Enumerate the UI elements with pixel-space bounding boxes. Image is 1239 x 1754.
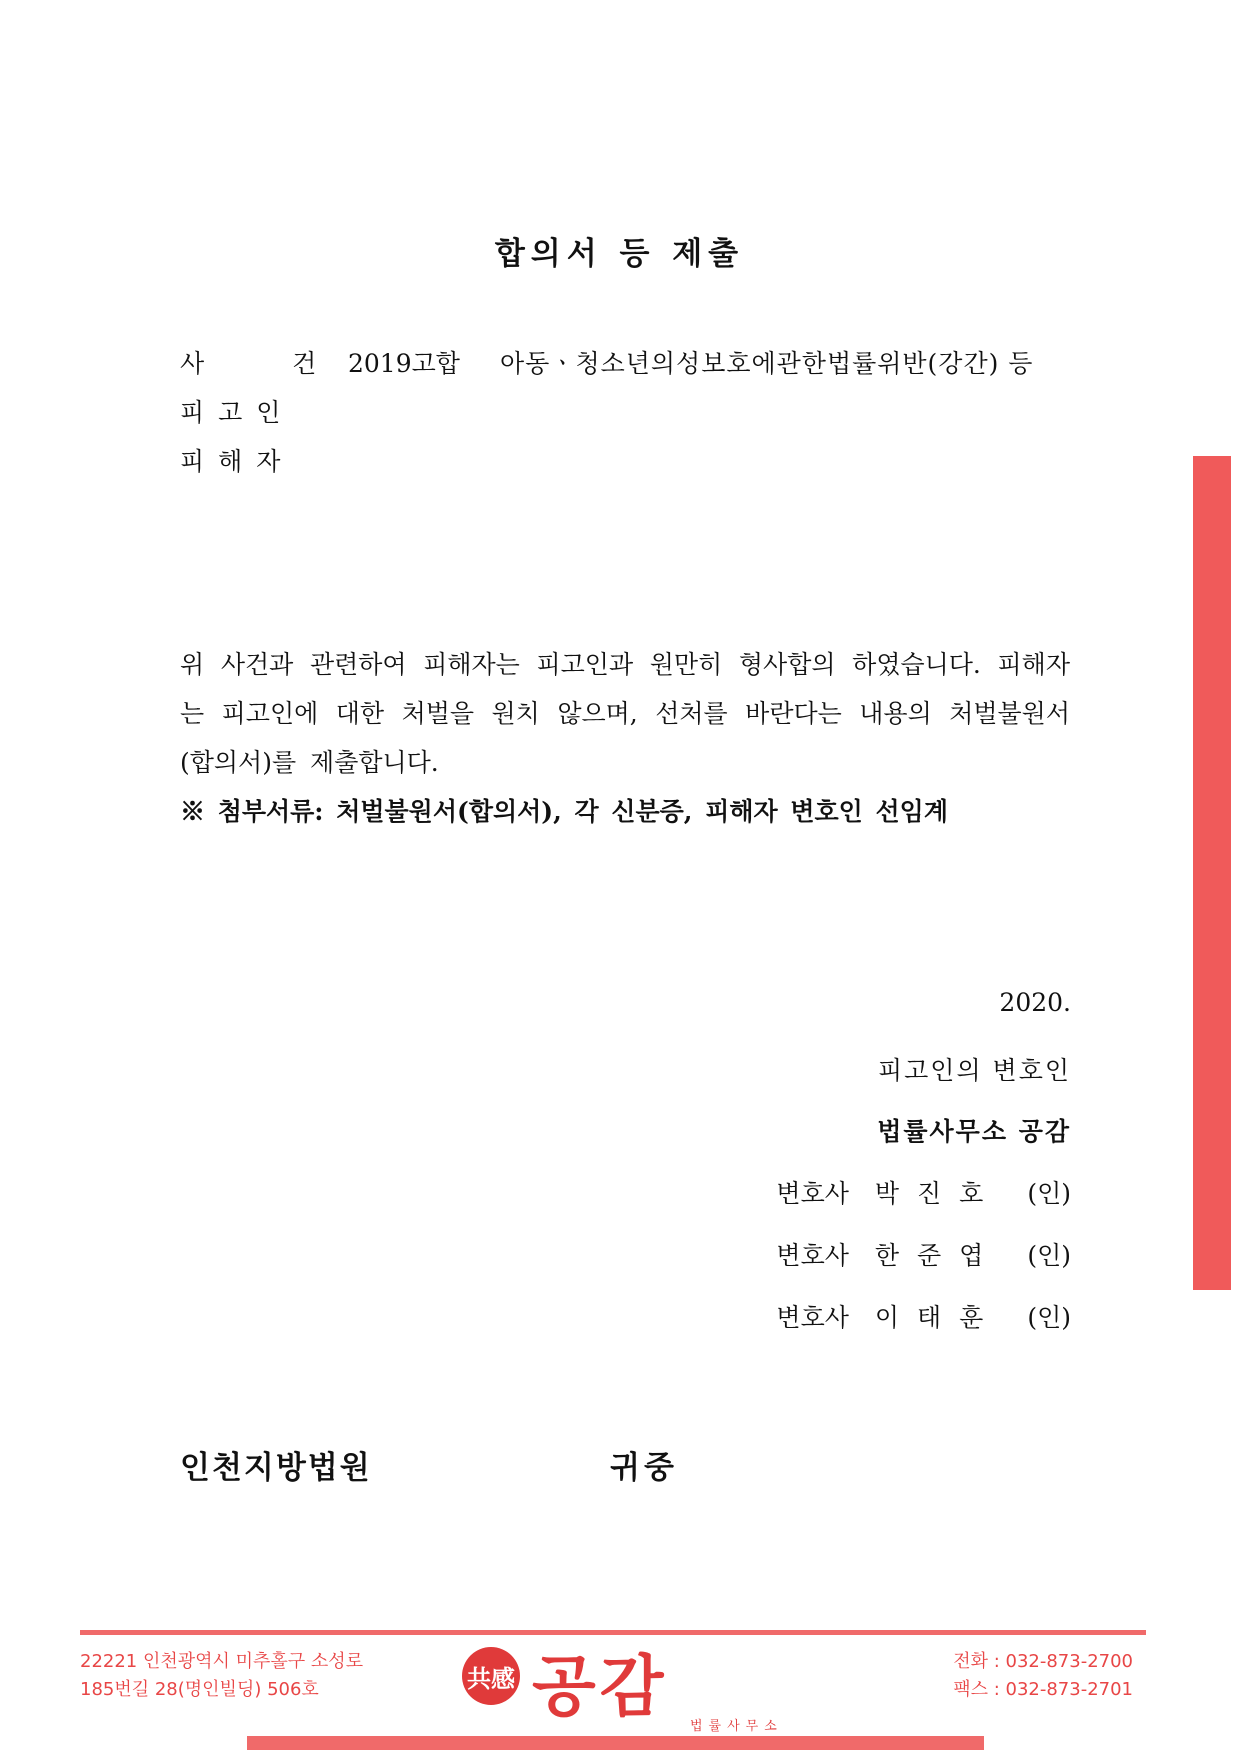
footer-bottom-bar [247, 1736, 984, 1750]
defendant-label: 피고인 [180, 398, 295, 427]
margin-red-bar [1193, 456, 1231, 1290]
lawyer-name: 이태훈 [874, 1303, 1002, 1332]
fax-number: 팩스 : 032-873-2701 [953, 1679, 1133, 1700]
seal-mark: (인) [1027, 1179, 1071, 1208]
case-number: 2019고합 [348, 349, 460, 378]
body-paragraph: 위 사건과 관련하여 피해자는 피고인과 원만히 형사합의 하였습니다. 피해자는 피고인에 대한 처벌을 원치 않으며, 선처를 바란다는 내용의 처벌불원서(합의서)를 제출합니다. [180, 650, 1070, 777]
submission-date: 2020. [999, 988, 1071, 1017]
lawyer-title: 변호사 [776, 1303, 849, 1332]
seal-mark: (인) [1027, 1303, 1071, 1332]
case-name: 아동ㆍ청소년의성보호에관한법률위반(강간) 등 [500, 349, 1034, 378]
lawyer-title: 변호사 [776, 1241, 849, 1270]
address-line: 22221 인천광역시 미추홀구 소성로 [80, 1651, 364, 1672]
counsel-label: 피고인의 변호인 [878, 1056, 1071, 1085]
firm-logo-seal: 共感 [462, 1647, 520, 1705]
addressee-honorific: 귀중 [610, 1450, 678, 1486]
firm-logo-subtitle: 법률사무소 [690, 1719, 783, 1734]
lawyer-title: 변호사 [776, 1179, 849, 1208]
footer-address [80, 1648, 363, 1704]
court-name: 인천지방법원 [180, 1450, 372, 1486]
firm-logo-text: 공감 [532, 1647, 668, 1725]
phone-number: 전화 : 032-873-2700 [953, 1651, 1133, 1672]
footer-contact [953, 1648, 1133, 1704]
victim-label: 피해자 [180, 447, 295, 476]
seal-mark: (인) [1027, 1241, 1071, 1270]
lawyer-name: 한준엽 [874, 1241, 1002, 1270]
case-label: 사 건 [180, 349, 357, 378]
address-line: 185번길 28(명인빌딩) 506호 [80, 1679, 319, 1700]
lawyer-signature [776, 1174, 1071, 1210]
lawyer-name: 박진호 [874, 1179, 1002, 1208]
document-title: 합의서 등 제출 [494, 236, 745, 272]
lawyer-signature [776, 1236, 1071, 1272]
attachments-line: ※ 첨부서류: 처벌불원서(합의서), 각 신분증, 피해자 변호인 선임계 [180, 797, 948, 826]
law-firm-name: 법률사무소 공감 [877, 1117, 1071, 1146]
lawyer-signature [776, 1298, 1071, 1334]
